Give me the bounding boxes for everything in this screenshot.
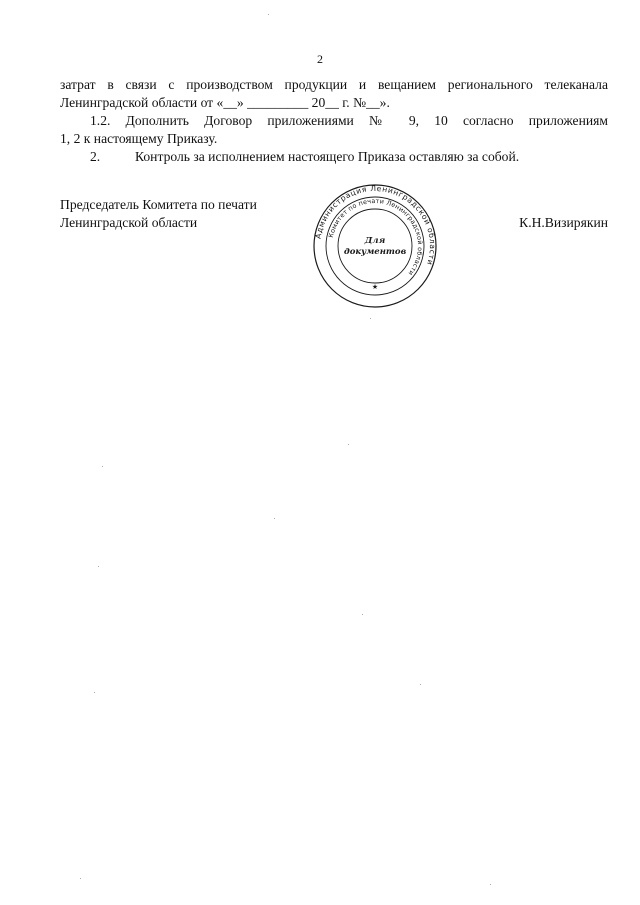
seal-inner-text: Комитет по печати Ленинградской области — [326, 196, 425, 278]
item-1-2-line: 1.2. Дополнить Договор приложениями № 9, 10 согласно приложениям — [90, 113, 608, 128]
page-number: 2 — [317, 52, 323, 66]
star-icon: ★ — [371, 283, 379, 291]
scan-speck — [370, 318, 371, 319]
seal-outer-text: Администрация Ленинградской области — [313, 183, 438, 267]
signatory-position-line: Председатель Комитета по печати — [60, 197, 257, 212]
item-1-2-line: 1, 2 к настоящему Приказу. — [60, 131, 218, 146]
item-2-text: Контроль за исполнением настоящего Приказа оставляю за собой. — [135, 149, 520, 164]
item-2-number: 2. — [90, 149, 101, 164]
signatory-position-line: Ленинградской области — [60, 215, 198, 230]
item-2 — [90, 148, 610, 166]
scan-speck — [80, 878, 81, 879]
scan-speck — [102, 466, 103, 467]
scan-speck — [420, 684, 421, 685]
paragraph-line: Ленинградской области от «__» _________ 20__ г. №__». — [60, 95, 390, 110]
seal-center-line: Для — [364, 236, 386, 246]
scan-speck — [362, 614, 363, 615]
scan-speck — [268, 14, 269, 15]
scan-speck — [98, 566, 99, 567]
scan-speck — [274, 518, 275, 519]
official-seal — [312, 183, 438, 309]
signatory-name: К.Н.Визирякин — [519, 215, 608, 230]
scan-speck — [94, 692, 95, 693]
scan-speck — [348, 444, 349, 445]
seal-center-line: документов — [343, 247, 407, 257]
signatory-position — [60, 196, 257, 232]
scan-speck — [490, 884, 491, 885]
paragraph-line: затрат в связи с производством продукции и вещанием регионального телеканала — [60, 77, 608, 92]
